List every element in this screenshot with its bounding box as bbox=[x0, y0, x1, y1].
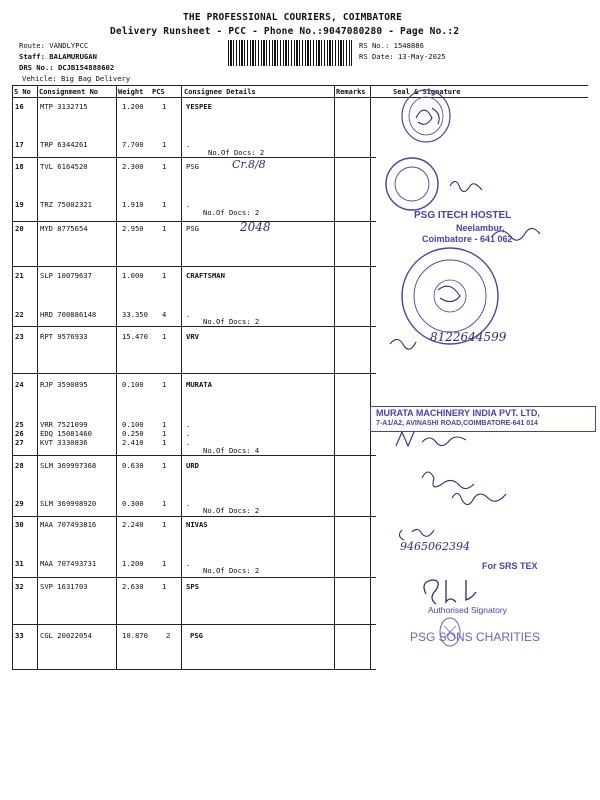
row-weight: 1.200 bbox=[122, 559, 144, 568]
col-divider bbox=[116, 85, 117, 670]
row-pcs: 1 bbox=[162, 380, 167, 389]
row-pcs: 1 bbox=[162, 582, 167, 591]
row-sno: 18 bbox=[15, 162, 24, 171]
route-value: VANDLYPCC bbox=[49, 41, 89, 50]
psg-charities-stamp: PSG SONS CHARITIES bbox=[410, 630, 541, 644]
row-consignee: . bbox=[186, 140, 191, 149]
staff-value: BALAMURUGAN bbox=[49, 52, 97, 61]
row-weight: 15.470 bbox=[122, 332, 148, 341]
drs-line bbox=[19, 63, 114, 72]
signature-area bbox=[372, 86, 592, 686]
rs-date-line bbox=[359, 52, 446, 61]
row-sno: 33 bbox=[15, 631, 24, 640]
row-sno: 23 bbox=[15, 332, 24, 341]
psg-hostel-round-stamp bbox=[386, 158, 482, 210]
sps-stamp-line1: For SRS TEX bbox=[482, 561, 538, 571]
rs-no-value: 1548886 bbox=[393, 41, 424, 50]
row-pcs: 1 bbox=[162, 499, 167, 508]
col-header-sno: S No bbox=[14, 88, 31, 96]
row-consignee: PSG bbox=[190, 631, 203, 640]
handwritten-note-r18: Cr.8/8 bbox=[232, 158, 266, 171]
row-pcs: 1 bbox=[162, 461, 167, 470]
docs-note: No.Of Docs: 2 bbox=[203, 208, 260, 217]
row-weight: 0.300 bbox=[122, 499, 144, 508]
signature-murata bbox=[396, 432, 466, 446]
col-divider bbox=[37, 85, 38, 670]
group-divider bbox=[12, 577, 376, 578]
row-weight: 7.700 bbox=[122, 140, 144, 149]
route-line bbox=[19, 41, 88, 50]
barcode bbox=[228, 40, 352, 66]
col-header-consignment: Consignment No bbox=[39, 88, 99, 96]
docs-note: No.Of Docs: 2 bbox=[208, 148, 265, 157]
row-consignment: RJP 3590895 bbox=[40, 380, 88, 389]
col-header-pcs: PCS bbox=[152, 88, 165, 96]
col-divider bbox=[334, 85, 335, 670]
row-sno: 16 bbox=[15, 102, 24, 111]
row-consignee: NIVAS bbox=[186, 520, 208, 529]
row-consignee: . bbox=[186, 499, 191, 508]
row-consignee: . bbox=[186, 200, 191, 209]
row-consignment: SVP 1631703 bbox=[40, 582, 88, 591]
row-consignment: VRR 7521099 bbox=[40, 420, 88, 429]
row-pcs: 1 bbox=[162, 438, 167, 447]
col-header-weight: Weight bbox=[118, 88, 144, 96]
row-consignment: MYD 8775654 bbox=[40, 224, 88, 233]
row-sno: 30 bbox=[15, 520, 24, 529]
group-divider bbox=[12, 455, 376, 456]
row-weight: 0.100 bbox=[122, 420, 144, 429]
row-consignment: RPT 9576933 bbox=[40, 332, 88, 341]
murata-stamp-line2: 7-A1/A2, AVINASHI ROAD,COIMBATORE-641 014 bbox=[376, 420, 538, 427]
sps-stamp-line2: Authorised Signatory bbox=[428, 605, 507, 615]
rs-date-label: RS Date: bbox=[359, 52, 394, 61]
signature-r23 bbox=[390, 339, 416, 349]
row-weight: 10.870 bbox=[122, 631, 148, 640]
row-weight: 2.630 bbox=[122, 582, 144, 591]
drs-label: DRS No.: bbox=[19, 63, 54, 72]
row-consignment: SLM 369997368 bbox=[40, 461, 97, 470]
row-consignee: SPS bbox=[186, 582, 199, 591]
docs-note: No.Of Docs: 2 bbox=[203, 506, 260, 515]
row-pcs: 1 bbox=[162, 429, 167, 438]
row-consignment: TRZ 75002321 bbox=[40, 200, 92, 209]
row-consignee: CRAFTSMAN bbox=[186, 271, 225, 280]
group-divider bbox=[12, 266, 376, 267]
row-consignee: . bbox=[186, 310, 191, 319]
row-sno: 24 bbox=[15, 380, 24, 389]
row-pcs: 1 bbox=[162, 520, 167, 529]
handwritten-phone-r30: 9465062394 bbox=[400, 540, 470, 553]
row-weight: 33.350 bbox=[122, 310, 148, 319]
row-pcs: 1 bbox=[162, 332, 167, 341]
row-sno: 21 bbox=[15, 271, 24, 280]
row-pcs: 1 bbox=[162, 140, 167, 149]
row-weight: 2.410 bbox=[122, 438, 144, 447]
row-weight: 1.000 bbox=[122, 271, 144, 280]
table-left-border bbox=[12, 85, 13, 670]
row-weight: 1.200 bbox=[122, 102, 144, 111]
signature-nivas bbox=[399, 529, 434, 540]
col-header-seal: Seal & Signature bbox=[393, 88, 461, 96]
docs-note: No.Of Docs: 2 bbox=[203, 566, 260, 575]
runsheet-subtitle: Delivery Runsheet - PCC - Phone No.:9047080280 - Page No.:2 bbox=[110, 26, 460, 37]
group-divider bbox=[12, 157, 376, 158]
row-consignee: VRV bbox=[186, 332, 199, 341]
row-consignee: URD bbox=[186, 461, 199, 470]
row-consignee: MURATA bbox=[186, 380, 212, 389]
route-label: Route: bbox=[19, 41, 45, 50]
signature-sps bbox=[424, 580, 476, 604]
group-divider bbox=[12, 624, 376, 625]
row-sno: 32 bbox=[15, 582, 24, 591]
row-consignment: TVL 6164520 bbox=[40, 162, 88, 171]
murata-stamp-line1: MURATA MACHINERY INDIA PVT. LTD, bbox=[376, 408, 540, 418]
row-consignee: YESPEE bbox=[186, 102, 212, 111]
psg-hostel-stamp-line3: Coimbatore - 641 062 bbox=[422, 234, 513, 244]
row-sno: 29 bbox=[15, 499, 24, 508]
row-consignment: MAA 707493731 bbox=[40, 559, 97, 568]
group-divider bbox=[12, 221, 376, 222]
staff-label: Staff: bbox=[19, 52, 45, 61]
company-title: THE PROFESSIONAL COURIERS, COIMBATORE bbox=[183, 12, 403, 23]
row-sno: 27 bbox=[15, 438, 24, 447]
row-pcs: 1 bbox=[162, 102, 167, 111]
docs-note: No.Of Docs: 4 bbox=[203, 446, 260, 455]
psg-hostel-stamp-line2: Neelambur, bbox=[456, 223, 505, 233]
row-sno: 28 bbox=[15, 461, 24, 470]
row-consignee: PSG bbox=[186, 224, 199, 233]
row-sno: 26 bbox=[15, 429, 24, 438]
col-header-consignee: Consignee Details bbox=[184, 88, 256, 96]
group-divider bbox=[12, 326, 376, 327]
col-divider bbox=[181, 85, 182, 670]
row-pcs: 1 bbox=[162, 162, 167, 171]
row-consignee: . bbox=[186, 420, 191, 429]
row-consignment: SLP 10079637 bbox=[40, 271, 92, 280]
row-sno: 17 bbox=[15, 140, 24, 149]
table-bottom-border bbox=[12, 669, 376, 670]
vehicle-label: Vehicle: bbox=[22, 74, 57, 83]
row-consignment: EDQ 15081460 bbox=[40, 429, 92, 438]
row-consignment: MAA 707493816 bbox=[40, 520, 97, 529]
psg-hostel-stamp-line1: PSG ITECH HOSTEL bbox=[414, 210, 512, 221]
vehicle-line bbox=[22, 74, 130, 83]
row-consignee: . bbox=[186, 429, 191, 438]
row-consignment: MTP 3132715 bbox=[40, 102, 88, 111]
row-weight: 2.240 bbox=[122, 520, 144, 529]
row-sno: 19 bbox=[15, 200, 24, 209]
group-divider bbox=[12, 373, 376, 374]
drs-value: DCJB154888602 bbox=[57, 63, 115, 72]
row-consignee: . bbox=[186, 438, 191, 447]
row-weight: 1.910 bbox=[122, 200, 144, 209]
row-weight: 0.250 bbox=[122, 429, 144, 438]
row-sno: 22 bbox=[15, 310, 24, 319]
vehicle-value: Big Bag Delivery bbox=[60, 74, 131, 83]
row-weight: 0.100 bbox=[122, 380, 144, 389]
row-pcs: 1 bbox=[162, 224, 167, 233]
row-weight: 0.630 bbox=[122, 461, 144, 470]
round-stamp bbox=[402, 90, 450, 142]
docs-note: No.Of Docs: 2 bbox=[203, 317, 260, 326]
row-consignment: HRD 700886148 bbox=[40, 310, 97, 319]
row-consignment: SLM 369998920 bbox=[40, 499, 97, 508]
row-consignee: . bbox=[186, 559, 191, 568]
handwritten-note-r20: 2048 bbox=[240, 220, 271, 234]
staff-line bbox=[19, 52, 97, 61]
signature-urd-2 bbox=[452, 493, 506, 504]
row-sno: 20 bbox=[15, 224, 24, 233]
col-header-remarks: Remarks bbox=[336, 88, 366, 96]
row-pcs: 1 bbox=[162, 271, 167, 280]
row-weight: 2.300 bbox=[122, 162, 144, 171]
row-consignment: KVT 3330836 bbox=[40, 438, 88, 447]
row-pcs: 2 bbox=[166, 631, 171, 640]
handwritten-phone-r23: 8122644599 bbox=[430, 330, 507, 344]
row-sno: 25 bbox=[15, 420, 24, 429]
rs-no-label: RS No.: bbox=[359, 41, 390, 50]
row-consignment: CGL 20022054 bbox=[40, 631, 92, 640]
col-divider bbox=[370, 85, 371, 670]
rs-no-line bbox=[359, 41, 424, 50]
row-pcs: 1 bbox=[162, 200, 167, 209]
row-weight: 2.950 bbox=[122, 224, 144, 233]
group-divider bbox=[12, 516, 376, 517]
row-consignment: TRP 6344261 bbox=[40, 140, 88, 149]
row-pcs: 1 bbox=[162, 559, 167, 568]
rs-date-value: 13-May-2025 bbox=[397, 52, 446, 61]
row-pcs: 4 bbox=[162, 310, 167, 319]
signature-urd-1 bbox=[422, 472, 474, 489]
row-pcs: 1 bbox=[162, 420, 167, 429]
row-consignee: PSG bbox=[186, 162, 199, 171]
row-sno: 31 bbox=[15, 559, 24, 568]
